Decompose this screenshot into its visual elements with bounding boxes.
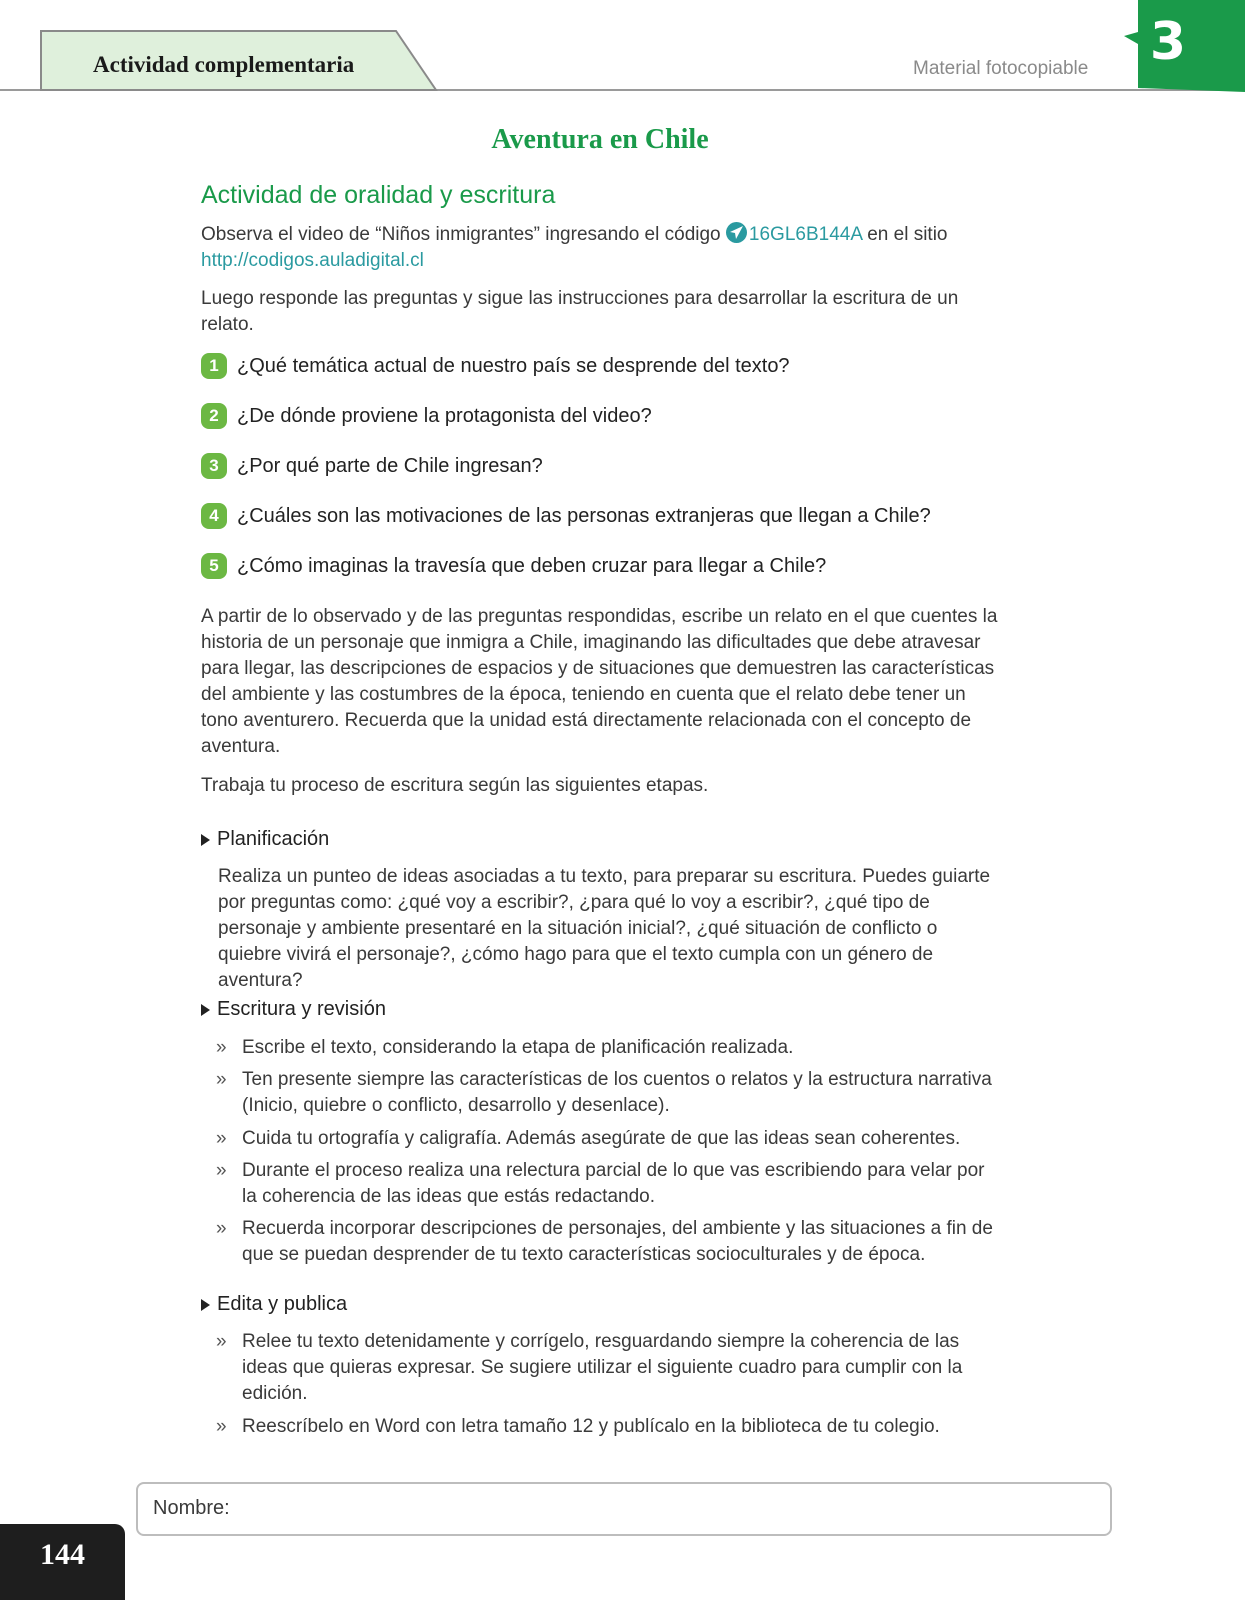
question-item [201, 352, 790, 380]
bullet-mark: » [216, 1037, 227, 1058]
list-item [216, 1067, 1001, 1119]
bullet-mark: » [216, 1069, 227, 1090]
question-number-badge: 5 [201, 553, 227, 579]
list-item-text: Durante el proceso realiza una relectura parcial de lo que vas escribiendo para velar por la coherencia de las ideas que estás redactando. [242, 1160, 985, 1207]
bullet-mark: » [216, 1218, 227, 1239]
question-item [201, 552, 826, 580]
bullet-mark: » [216, 1160, 227, 1181]
stages-intro-paragraph: Trabaja tu proceso de escritura según las siguientes etapas. [201, 775, 709, 796]
question-item [201, 402, 652, 430]
question-text: ¿Cuáles son las motivaciones de las personas extranjeras que llegan a Chile? [237, 504, 931, 527]
triangle-bullet-icon [201, 1004, 210, 1016]
section-heading: Actividad de oralidad y escritura [201, 181, 556, 209]
question-text: ¿Por qué parte de Chile ingresan? [237, 454, 543, 477]
list-item-text: Relee tu texto detenidamente y corrígelo, resguardando siempre la coherencia de las ideas que quieras expresar. Se sugiere utilizar el siguiente cuadro para cumplir con la edición. [242, 1331, 963, 1404]
bullet-mark: » [216, 1331, 227, 1352]
intro-text-after: en el sitio [867, 224, 948, 245]
question-text: ¿De dónde proviene la protagonista del video? [237, 404, 652, 427]
stage-heading-planning [201, 828, 329, 851]
page-number: 144 [40, 1538, 85, 1571]
story-instructions-paragraph: A partir de lo observado y de las preguntas respondidas, escribe un relato en el que cuentes la historia de un personaje que inmigra a Chile, imaginando las dificultades que debe atravesar para llegar, las descripciones de espacios y de situaciones que demuestren las características del ambiente y las costumbres de la época, teniendo en cuenta que el relato debe tener un tono aventurero. Recuerda que la unidad está directamente relacionada con el concepto de aventura. [201, 606, 998, 757]
question-text: ¿Cómo imaginas la travesía que deben cruzar para llegar a Chile? [237, 554, 827, 577]
question-text: ¿Qué temática actual de nuestro país se desprende del texto? [237, 354, 790, 377]
list-item [216, 1329, 1001, 1407]
list-item [216, 1414, 1001, 1440]
question-item [201, 502, 931, 530]
list-item [216, 1158, 1001, 1210]
intro-text: Observa el video de “Niños inmigrantes” ingresando el código [201, 224, 721, 245]
code-arrow-icon [726, 222, 747, 243]
question-number-badge: 4 [201, 503, 227, 529]
list-item-text: Recuerda incorporar descripciones de personajes, del ambiente y las situaciones a fin de que se puedan desprender de tu texto características socioculturales y de época. [242, 1218, 993, 1265]
bullet-mark: » [216, 1416, 227, 1437]
page-title: Aventura en Chile [491, 124, 709, 155]
question-number-badge: 1 [201, 353, 227, 379]
question-number-badge: 3 [201, 453, 227, 479]
question-number-badge: 2 [201, 403, 227, 429]
instructions-paragraph: Luego responde las preguntas y sigue las instrucciones para desarrollar la escritura de un relato. [201, 288, 959, 335]
name-label: Nombre: [153, 1497, 230, 1519]
question-item [201, 452, 543, 480]
list-item-text: Ten presente siempre las características de los cuentos o relatos y la estructura narrativa (Inicio, quiebre o conflicto, desarrollo y desenlace). [242, 1069, 992, 1116]
page-number-tab [0, 1524, 125, 1600]
stage-heading-label: Planificación [217, 828, 330, 850]
video-code: 16GL6B144A [748, 224, 862, 245]
list-item [216, 1035, 1001, 1061]
bullet-mark: » [216, 1128, 227, 1149]
list-item-text: Cuida tu ortografía y caligrafía. Además asegúrate de que las ideas sean coherentes. [242, 1128, 961, 1149]
unit-number: 3 [1149, 12, 1187, 72]
stage-heading-writing [201, 998, 386, 1021]
planning-text: Realiza un punteo de ideas asociadas a tu texto, para preparar su escritura. Puedes guiarte por preguntas como: ¿qué voy a escribir?, ¿para qué lo voy a escribir?, ¿qué tipo de personaje y ambiente presentaré en la situación inicial?, ¿qué situación de conflicto o quiebre vivirá el personaje?, ¿cómo hago para que el texto cumpla con un género de aventura? [218, 866, 991, 991]
activity-type-label: Actividad complementaria [93, 52, 355, 77]
list-item [216, 1126, 1001, 1152]
stage-heading-label: Edita y publica [217, 1293, 348, 1315]
list-item [216, 1216, 1001, 1268]
photocopy-label: Material fotocopiable [913, 58, 1089, 79]
triangle-bullet-icon [201, 834, 210, 846]
stage-heading-label: Escritura y revisión [217, 998, 386, 1020]
list-item-text: Reescríbelo en Word con letra tamaño 12 y publícalo en la biblioteca de tu colegio. [242, 1416, 940, 1437]
triangle-bullet-icon [201, 1299, 210, 1311]
intro-paragraph [201, 222, 1001, 274]
stage-heading-publish [201, 1293, 347, 1316]
list-item-text: Escribe el texto, considerando la etapa de planificación realizada. [242, 1037, 794, 1058]
name-field[interactable] [136, 1482, 1112, 1536]
site-link[interactable]: http://codigos.auladigital.cl [201, 250, 424, 271]
